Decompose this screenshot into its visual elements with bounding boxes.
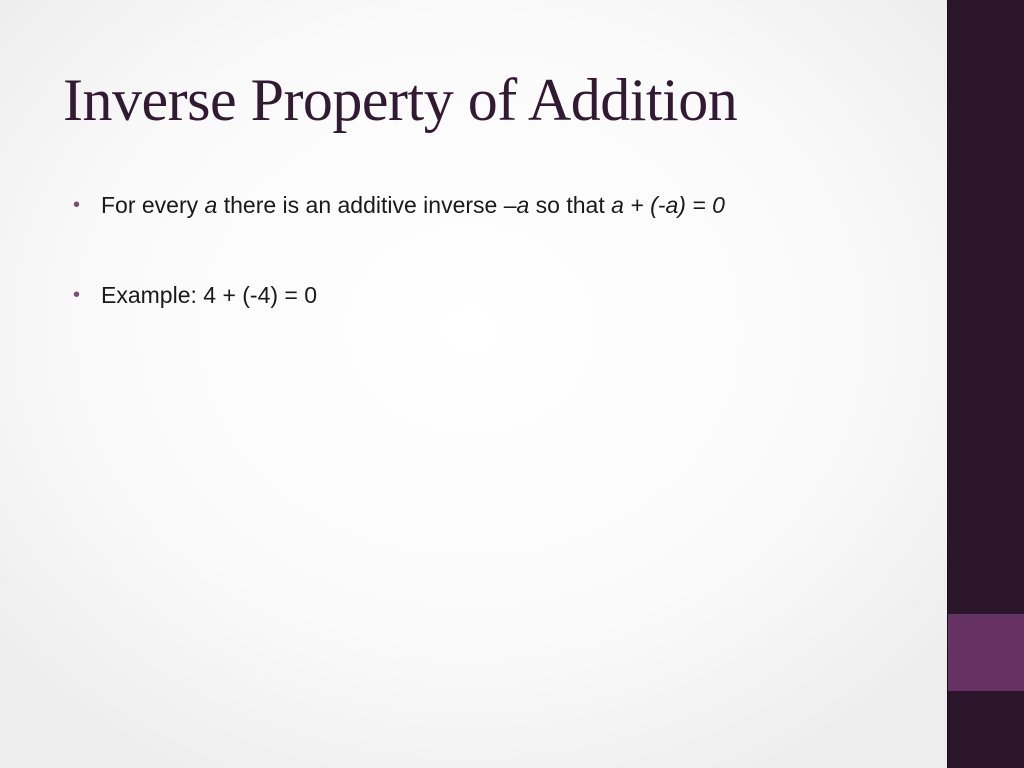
example-text: Example: 4 + (-4) = 0 (101, 282, 318, 308)
slide-title: Inverse Property of Addition (63, 67, 738, 133)
bullet-example (70, 276, 930, 314)
bullet-icon: • (73, 194, 81, 216)
bullet-definition (70, 186, 930, 224)
bullet-list (70, 186, 930, 314)
bullet-icon: • (73, 284, 81, 306)
definition-text-3: so that (529, 192, 612, 218)
side-decor-accent (948, 614, 1024, 691)
definition-var-neg-a: a (516, 192, 530, 218)
definition-text-1: For every (101, 192, 205, 218)
definition-var-a: a (204, 192, 218, 218)
definition-text-2: there is an additive inverse – (217, 192, 517, 218)
definition-equation: a + (-a) = 0 (611, 192, 725, 218)
